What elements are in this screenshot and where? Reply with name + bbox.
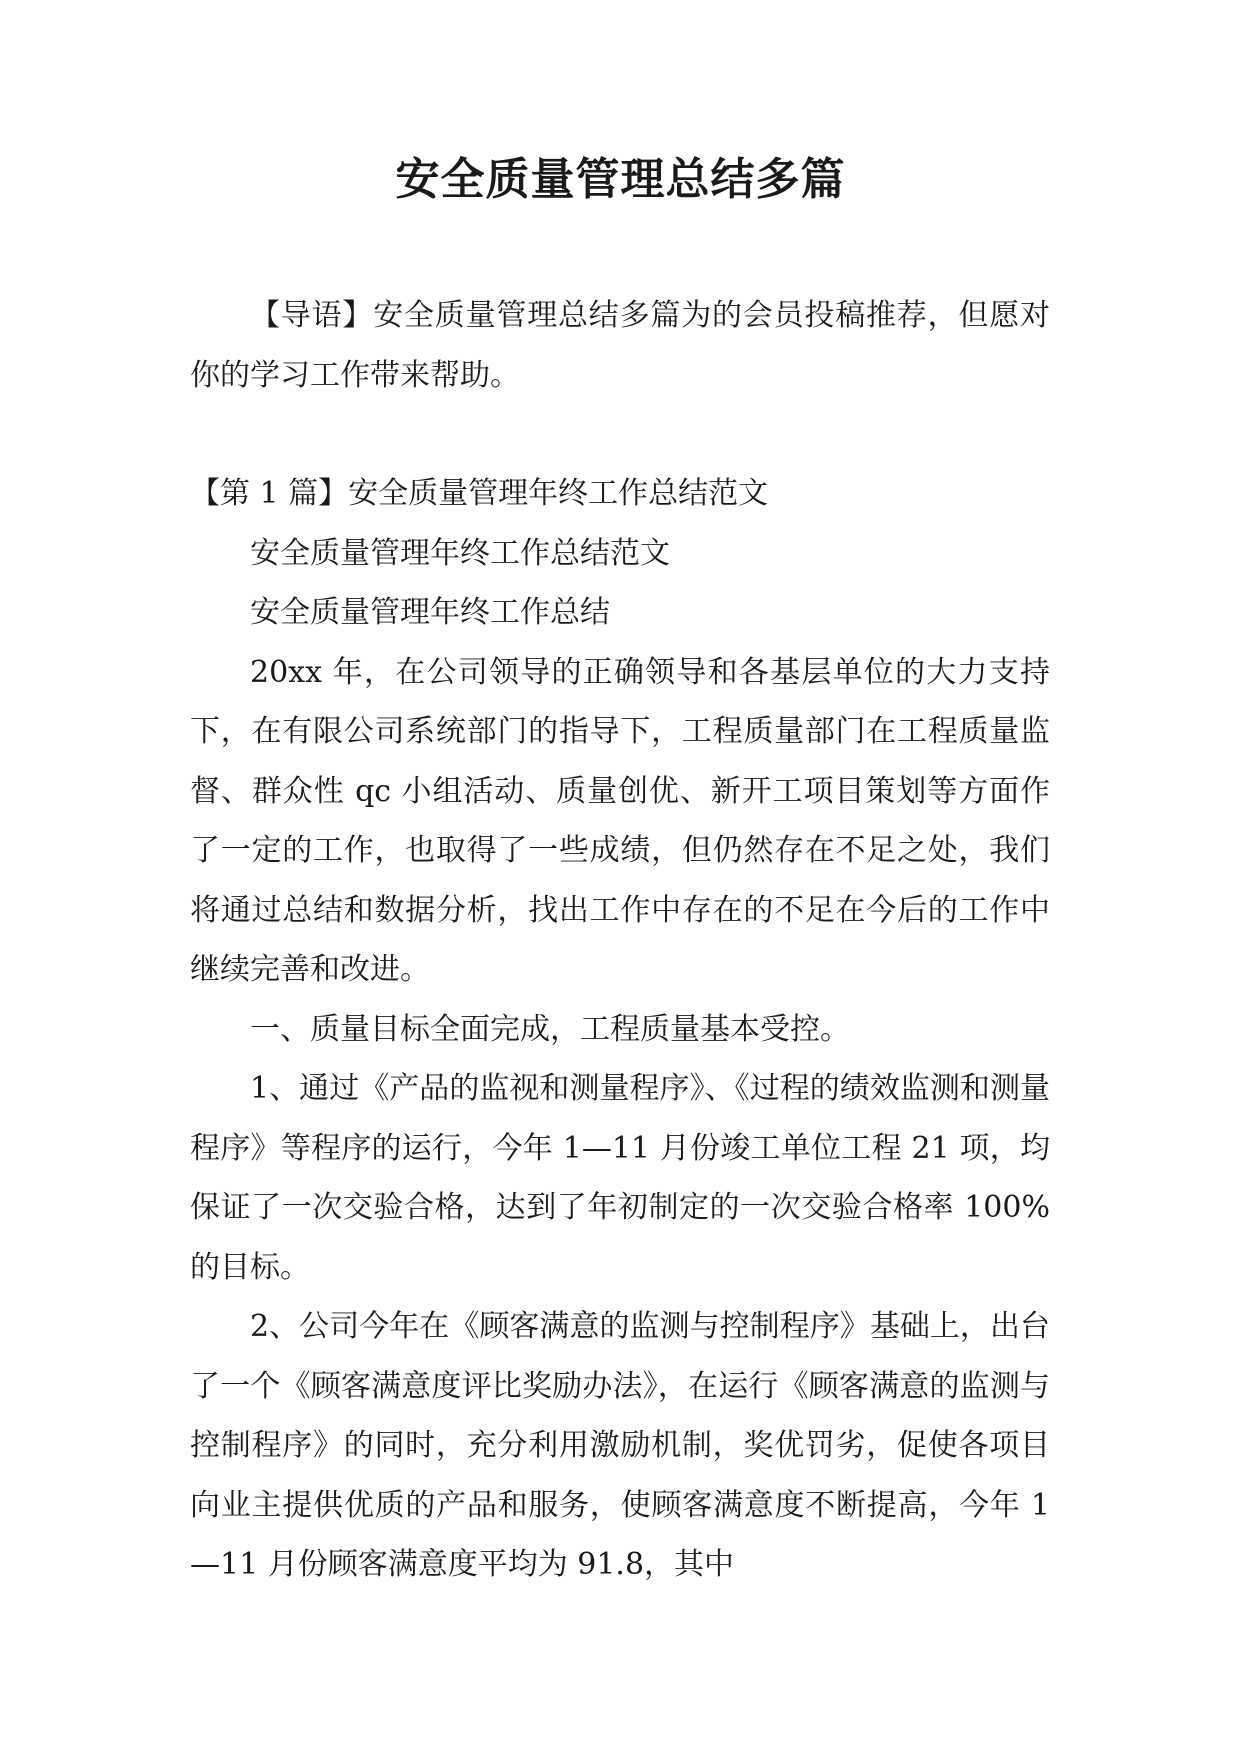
section-heading: 【第 1 篇】安全质量管理年终工作总结范文 [190, 476, 769, 511]
subtitle-2: 安全质量管理年终工作总结 [250, 595, 610, 630]
spacer [190, 405, 1050, 464]
paragraph-2: 1、通过《产品的监视和测量程序》、《过程的绩效监测和测量程序》等程序的运行，今年 1—11 月份竣工单位工程 21 项，均保证了一次交验合格，达到了年初制定的一次交验合格率 100%的目标。 [190, 1071, 1050, 1285]
document-body [190, 286, 1050, 1595]
heading-1: 一、质量目标全面完成，工程质量基本受控。 [250, 1011, 850, 1047]
paragraph-1: 20xx 年，在公司领导的正确领导和各基层单位的大力支持下，在有限公司系统部门的指导下，工程质量部门在工程质量监督、群众性 qc 小组活动、质量创优、新开工项目策划等方面作了一定的工作，也取得了一些成绩，但仍然存在不足之处，我们将通过总结和数据分析，找出工作中存在的不足在今后的工作中继续完善和改进。 [190, 654, 1050, 987]
subtitle-1: 安全质量管理年终工作总结范文 [250, 535, 670, 571]
paragraph-3: 2、公司今年在《顾客满意的监测与控制程序》基础上，出台了一个《顾客满意度评比奖励办法》，在运行《顾客满意的监测与控制程序》的同时，充分利用激励机制，奖优罚劣，促使各项目向业主提供优质的产品和服务，使顾客满意度不断提高，今年 1—11 月份顾客满意度平均为 91.8，其中 [190, 1309, 1050, 1582]
document-title: 安全质量管理总结多篇 [395, 154, 846, 205]
intro-paragraph: 【导语】安全质量管理总结多篇为的会员投稿推荐，但愿对你的学习工作带来帮助。 [190, 298, 1050, 393]
